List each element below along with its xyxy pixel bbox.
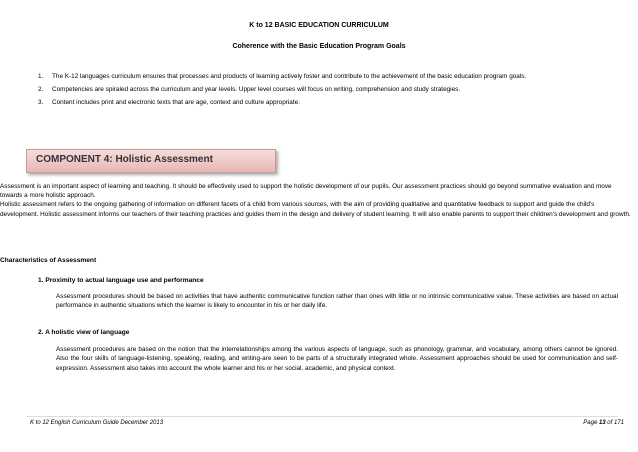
goal-number: 3.	[38, 99, 44, 106]
characteristic-title: 1. Proximity to actual language use and performance	[38, 277, 204, 284]
list-item	[26, 98, 616, 107]
characteristic-body: Assessment procedures should be based on activities that have authentic communicative function rather than ones with little or no intrinsic communicative value. These activities are based on actual performance in authentic situations which the learner is likely to encounter in his or her daily life.	[56, 293, 618, 310]
page-current: 13	[598, 420, 606, 426]
document-subtitle: Coherence with the Basic Education Program Goals	[232, 43, 406, 50]
list-item	[26, 72, 616, 81]
goal-text: Competencies are spiraled across the curriculum and year levels. Upper level courses will focus on writing, comprehension and study strategies.	[52, 86, 461, 93]
page-prefix: Page	[583, 420, 599, 426]
characteristic-title: 2. A holistic view of language	[38, 329, 130, 336]
goal-number: 1.	[38, 73, 44, 80]
list-item	[26, 85, 616, 94]
component-title: COMPONENT 4: Holistic Assessment	[36, 154, 213, 165]
assessment-text-2: Holistic assessment refers to the ongoing gathering of information on different facets of a child from various sources, with the aim of providing qualitative and quantitative feedback to support and guide the child's development. Holistic assessment informs our teachers of their teaching practices and guides them in the design and delivery of student learning. It will also enable parents to support their children's development and growth.	[0, 201, 631, 218]
goal-text: The K-12 languages curriculum ensures that processes and products of learning actively foster and contribute to the achievement of the basic education program goals.	[52, 73, 527, 80]
characteristics-heading: Characteristics of Assessment	[0, 257, 97, 264]
goals-list	[26, 72, 616, 111]
assessment-text-1: Assessment is an important aspect of learning and teaching. It should be effectively used to support the holistic development of our pupils. Our assessment practices should go beyond summative evaluation and move towards a more holistic approach.	[0, 183, 612, 200]
goal-number: 2.	[38, 86, 44, 93]
document-title: K to 12 BASIC EDUCATION CURRICULUM	[249, 22, 389, 29]
footer-divider	[26, 416, 618, 417]
footer-doc-name: K to 12 English Curriculum Guide December 2013	[30, 420, 164, 426]
page-number	[583, 420, 624, 426]
goal-text: Content includes print and electronic texts that are age, context and culture appropriate.	[52, 99, 300, 106]
characteristic-body: Assessment procedures are based on the notion that the interrelationships among the various aspects of language, such as phonology, grammar, and vocabulary, among others cannot be ignored. Also the four skills of language-listening, speaking, reading, and writing-are seen to be parts of a structurally integrated whole. Assessment approaches should be used for communication and self-expression. Assessment also takes into account the whole learner and his or her social, academic, and physical context.	[56, 346, 618, 372]
page-suffix: of 171	[605, 420, 624, 426]
assessment-paragraph	[0, 182, 632, 219]
